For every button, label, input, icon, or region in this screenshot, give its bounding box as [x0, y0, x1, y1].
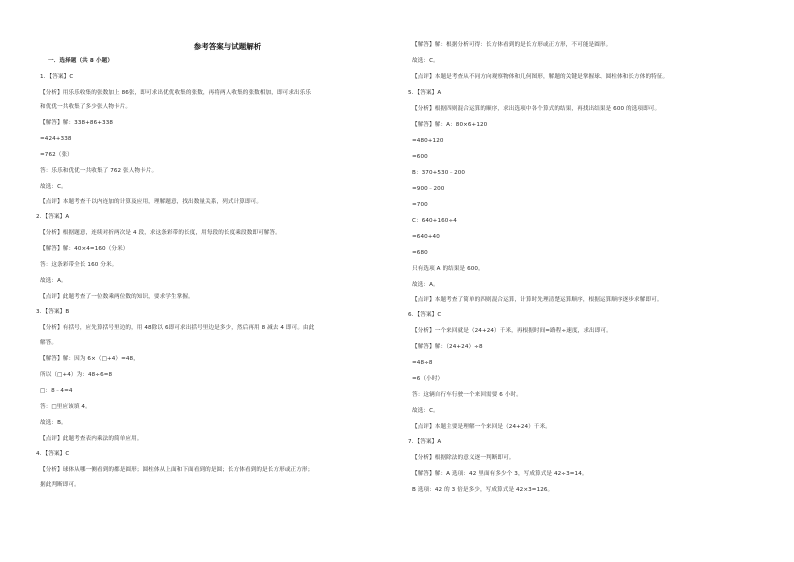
right-text-line: 6．【答案】C [408, 312, 442, 318]
left-text-line: 【点评】此题考查了一位数乘两位数的知识，要求学生掌握。 [40, 294, 194, 300]
left-text-line: 【分析】用乐乐收集的张数加上 86张，即可求出优优收集的张数，再将两人收集的张数相加，即可求出乐乐 [40, 90, 312, 96]
left-text-line: 【解答】解：因为 6×（□+4）=48， [40, 356, 139, 362]
left-text-line: 【点评】此题考查表内乘法的简单应用。 [40, 436, 143, 442]
right-text-line: 故选：C。 [412, 408, 439, 414]
right-text-line: =6（小时） [412, 376, 444, 382]
left-text-line: =424+338 [40, 136, 72, 142]
right-text-line: 7．【答案】A [408, 439, 442, 445]
right-text-line: 【解答】解：（24+24）÷8 [412, 344, 483, 350]
right-text-line: =480+120 [412, 138, 444, 144]
right-text-line: 【点评】本题主要是理解一个来回是（24+24）千米。 [412, 424, 551, 430]
left-text-line: 3．【答案】B [36, 309, 70, 315]
left-text-line: 故选：A。 [40, 278, 67, 284]
right-text-line: B：370+530﹣200 [412, 170, 466, 176]
right-text-line: =700 [412, 202, 428, 208]
left-text-line: 故选：B。 [40, 420, 67, 426]
left-text-line: 和优优一共收集了多少张人物卡片。 [40, 104, 132, 110]
right-text-line: =900﹣200 [412, 186, 445, 192]
left-text-line: 【分析】球体从哪一侧看到的都是圆形；圆柱体从上面和下面看到的是圆；长方体看到的是长方形或正方形； [40, 467, 314, 473]
right-text-line: =640+40 [412, 234, 440, 240]
left-text-line: =762（张） [40, 152, 73, 158]
right-text-line: 5．【答案】A [408, 90, 442, 96]
left-text-line: 【点评】本题考查千以内连加的计算及应用，理解题意，找出数量关系，列式计算即可。 [40, 199, 263, 205]
left-text-line: 1．【答案】C [40, 74, 74, 80]
left-text-line: 答：□里应该填 4。 [40, 404, 91, 410]
right-text-line: =600 [412, 154, 428, 160]
right-text-line: 【点评】本题是考查从不同方向观察物体和几何图形，解题的关键是掌握球、圆柱体和长方体的特征。 [412, 74, 669, 80]
right-text-line: 【分析】根据四则混合运算的顺序，求出选项中各个算式的结果，再找出结果是 600 的选项即可。 [412, 106, 661, 112]
left-text-line: 答：这条彩带全长 160 分米。 [40, 262, 118, 268]
page-title: 参考答案与试题解析 [193, 42, 262, 51]
right-text-line: B 选项：42 的 3 倍是多少，写成算式是 42×3=126。 [412, 487, 554, 493]
right-text-line: 【点评】本题考查了简单的四则混合运算，计算时先理清楚运算顺序，根据运算顺序逐步求解即可。 [412, 297, 663, 303]
right-text-line: 答：这辆自行车行驶一个来回需要 6 小时。 [412, 392, 522, 398]
left-text-line: 据此判断即可。 [40, 482, 80, 488]
right-text-line: 只有选项 A 的结果是 600。 [412, 266, 484, 272]
right-text-line: 故选：A。 [412, 282, 439, 288]
left-text-line: 4．【答案】C [36, 451, 70, 457]
left-text-line: 【解答】解：338+86+338 [40, 120, 114, 126]
right-text-line: =48÷8 [412, 360, 433, 366]
left-text-line: 【分析】有括号，应先算括号里边的，用 48除以 6即可求出括号里边是多少，然后再用 8 减去 4 即可。由此 [40, 325, 315, 331]
left-text-line: 一．选择题（共 8 小题） [48, 58, 114, 64]
right-text-line: 【分析】根据除法的意义逐一判断即可。 [412, 455, 515, 461]
left-text-line: 【分析】根据题意，连续对折两次是 4 段，求这条彩带的长度，用每段的长度乘段数即可解答。 [40, 230, 281, 236]
right-text-line: 【分析】一个来回就是（24+24）千米，再根据时间=路程÷速度，求出即可。 [412, 328, 612, 334]
right-text-line: 【解答】解：A：80×6+120 [412, 122, 488, 128]
right-text-line: C：640+160÷4 [412, 218, 457, 224]
right-text-line: 【解答】解：根据分析可得：长方体看到的是长方形或正方形，不可能是圆形。 [412, 42, 612, 48]
left-text-line: 2．【答案】A [36, 214, 70, 220]
right-text-line: 故选：C。 [412, 58, 439, 64]
left-text-line: □：8﹣4=4 [40, 388, 73, 394]
right-text-line: 【解答】解：A 选项：42 里面有多少个 3，写成算式是 42÷3=14。 [412, 471, 588, 477]
left-text-line: 答：乐乐和优优一共收集了 762 张人物卡片。 [40, 168, 158, 174]
right-text-line: =680 [412, 250, 428, 256]
left-text-line: 【解答】解：40×4=160（分米） [40, 246, 129, 252]
left-text-line: 解答。 [40, 340, 58, 346]
left-text-line: 故选：C。 [40, 184, 67, 190]
left-text-line: 所以（□+4）为：48÷6=8 [40, 372, 113, 378]
